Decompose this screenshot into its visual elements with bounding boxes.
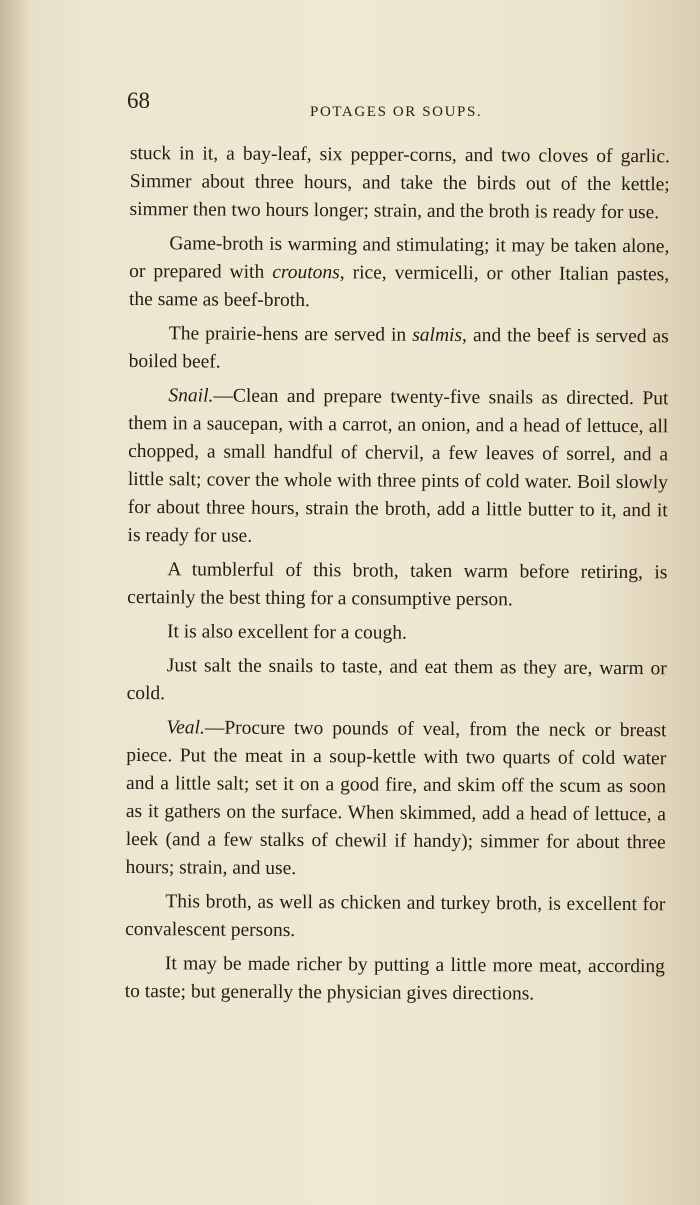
page-number: 68 [127,88,150,113]
italic-text: Veal. [166,717,205,739]
text-run: Just salt the snails to taste, and eat them as they are, warm or cold. [126,655,667,705]
paragraph [127,652,667,711]
paragraph [125,888,665,947]
body-text [125,140,670,1015]
text-run: This broth, as well as chicken and turkey broth, is excellent for convalescent persons. [125,891,666,942]
italic-text: croutons [272,261,340,284]
paragraph [125,714,666,885]
text-run: —Procure two pounds of veal, from the neck or breast piece. Put the meat in a soup-kettle with two quarts of cold water and a little salt; set it on a good fire, and skim off the scum as soon as it gathers on the surface. When skimmed, add a head of lettuce, a leek (and a few stalks of chewil if handy); simmer for about three hours; strain, and use. [125,717,667,880]
text-run: It is also excellent for a cough. [166,621,407,644]
text-run: stuck in it, a bay-leaf, six pepper-corns, and two cloves of garlic. Simmer about three hours, and take the birds out of the kettle; simmer then two hours longer; strain, and the broth is ready for use. [129,142,670,224]
text-run: Game-broth is warming and stimulating; it may be taken alone, or prepared with [129,233,670,283]
text-run: , rice, vermicelli, or other Italian pastes, the same as beef-broth. [128,262,670,312]
paragraph [129,320,669,379]
italic-text: salmis [412,324,463,347]
text-run: A tumblerful of this broth, taken warm before retiring, is certainly the best thing for a consumptive person. [127,559,668,611]
text-run: It may be made richer by putting a little more meat, according to taste; but generally the physician gives directions. [124,953,666,1005]
page-header [0,88,700,128]
paragraph [127,556,667,615]
text-run: , and the beef is served as boiled beef. [128,325,669,373]
paragraph [127,618,667,649]
italic-text: Snail. [168,385,214,407]
paragraph [129,230,670,317]
text-run: —Clean and prepare twenty-five snails as directed. Put them in a saucepan, with a carrot, an onion, and a head of lettuce, all chopped, a small handful of chervil, a few leaves of sorrel, and a little salt; cover the whole with three pints of cold water. Boil slowly for about three hours, strain the broth, add a little butter to it, and it is ready for use. [127,385,669,547]
running-head: POTAGES OR SOUPS. [310,104,483,120]
paragraph [125,950,665,1009]
paragraph [127,382,668,553]
text-run: The prairie-hens are served in [168,323,413,346]
paragraph [129,140,670,227]
